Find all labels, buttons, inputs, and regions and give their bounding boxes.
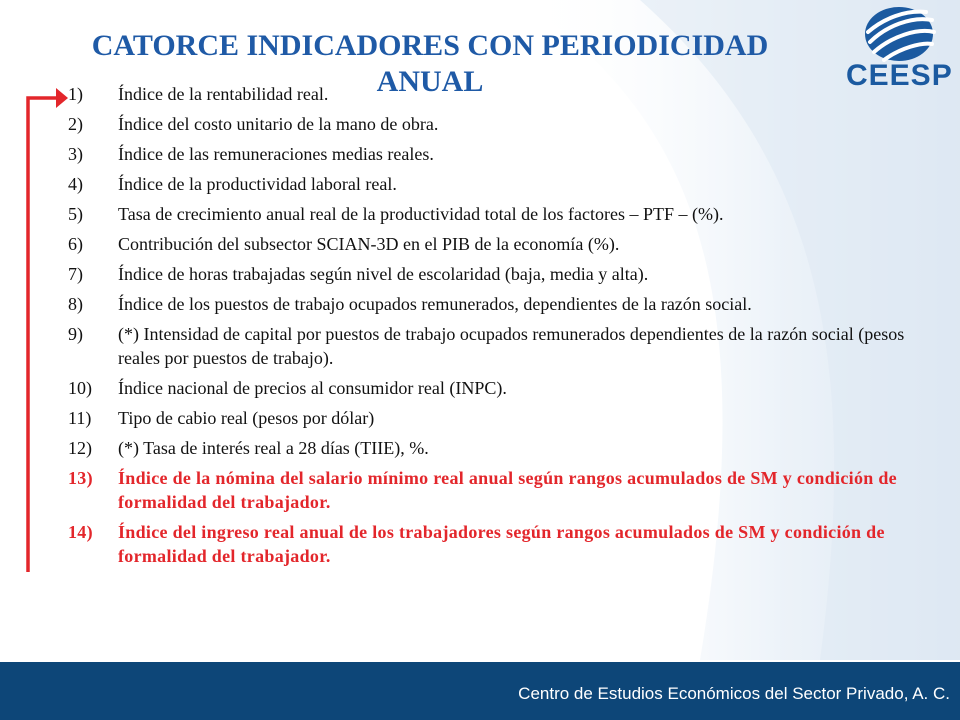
item-text: Índice de la nómina del salario mínimo real anual según rangos acumulados de SM y condición de formalidad del trabajador. — [118, 468, 897, 512]
red-bracket-arrow — [18, 80, 68, 580]
item-number: 13) — [68, 468, 93, 488]
list-item — [68, 232, 918, 256]
item-text: Índice del costo unitario de la mano de obra. — [118, 114, 439, 134]
item-number: 5) — [68, 204, 83, 224]
item-text: Índice nacional de precios al consumidor real (INPC). — [118, 378, 507, 398]
item-text: Índice de la rentabilidad real. — [118, 84, 329, 104]
list-item-highlighted — [68, 520, 918, 568]
indicator-list — [68, 82, 918, 574]
item-number: 11) — [68, 408, 92, 428]
list-item — [68, 406, 918, 430]
globe-icon — [846, 6, 952, 62]
item-text: Índice de horas trabajadas según nivel de escolaridad (baja, media y alta). — [118, 264, 649, 284]
list-item — [68, 262, 918, 286]
item-number: 6) — [68, 234, 83, 254]
footer-text: Centro de Estudios Económicos del Sector Privado, A. C. — [518, 684, 950, 703]
footer-bar — [0, 662, 960, 720]
item-text: Índice del ingreso real anual de los trabajadores según rangos acumulados de SM y condición de formalidad del trabajador. — [118, 522, 885, 566]
item-number: 9) — [68, 324, 83, 344]
list-item — [68, 82, 918, 106]
item-number: 8) — [68, 294, 83, 314]
item-number: 7) — [68, 264, 83, 284]
item-number: 10) — [68, 378, 92, 398]
list-item — [68, 436, 918, 460]
list-item-highlighted — [68, 466, 918, 514]
logo-text: CEESP — [846, 59, 953, 92]
item-text: Tipo de cabio real (pesos por dólar) — [118, 408, 375, 428]
item-number: 3) — [68, 144, 83, 164]
list-item — [68, 322, 918, 370]
item-text: Contribución del subsector SCIAN-3D en el PIB de la economía (%). — [118, 234, 620, 254]
item-text: Índice de los puestos de trabajo ocupados remunerados, dependientes de la razón social. — [118, 294, 752, 314]
list-item — [68, 172, 918, 196]
list-item — [68, 292, 918, 316]
item-number: 12) — [68, 438, 92, 458]
item-number: 14) — [68, 522, 93, 542]
item-text: (*) Intensidad de capital por puestos de trabajo ocupados remunerados dependientes de la razón social (pesos reales por puestos de trabajo). — [118, 324, 905, 368]
item-number: 2) — [68, 114, 83, 134]
list-item — [68, 202, 918, 226]
item-text: Tasa de crecimiento anual real de la productividad total de los factores – PTF – (%). — [118, 204, 724, 224]
list-item — [68, 142, 918, 166]
list-item — [68, 376, 918, 400]
item-number: 4) — [68, 174, 83, 194]
item-number: 1) — [68, 84, 83, 104]
list-item — [68, 112, 918, 136]
item-text: Índice de la productividad laboral real. — [118, 174, 397, 194]
item-text: Índice de las remuneraciones medias reales. — [118, 144, 434, 164]
item-text: (*) Tasa de interés real a 28 días (TIIE), %. — [118, 438, 429, 458]
page-title: CATORCE INDICADORES CON PERIODICIDAD ANUAL — [91, 29, 769, 98]
